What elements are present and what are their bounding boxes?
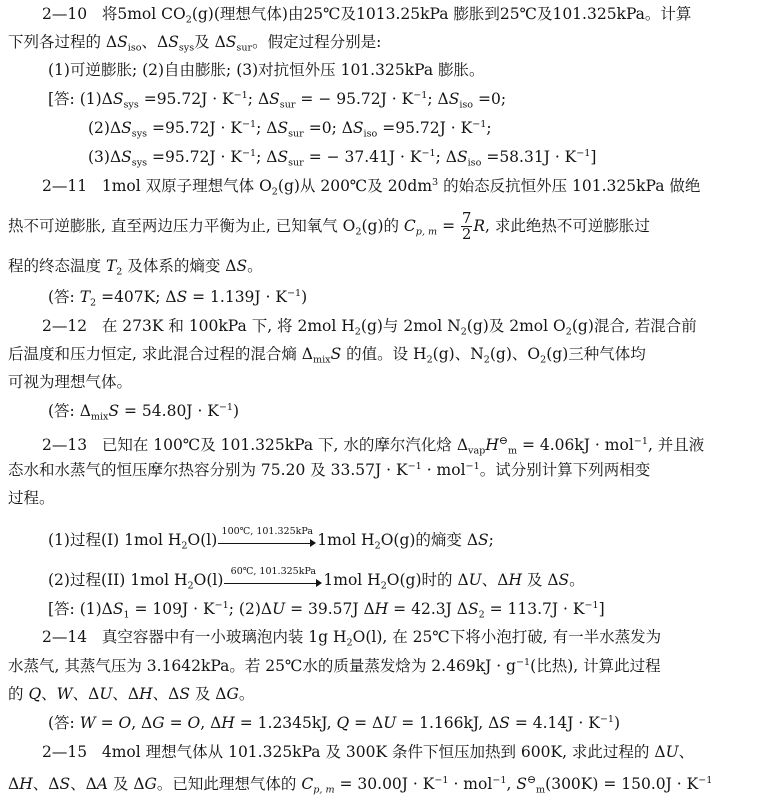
problem-2-15-line-1: 2—15 4mol 理想气体从 101.325kPa 及 300K 条件下恒压加热到 600K, 求此过程的 ΔU、 — [42, 743, 695, 761]
problem-2-14-answer: (答: W = O, ΔG = O, ΔH = 1.2345kJ, Q = ΔU = 1.166kJ, $\Delta S = 4.14J \cdot K^{-1}$) — [48, 714, 621, 732]
standard-state-icon: ⊖ — [526, 773, 537, 786]
problem-2-11-line-1: 2—11 1mol 双原子理想气体 $O_2(g)$从 200℃及 $20dm^3$ 的始态反抗恒外压 101.325kPa 做绝 — [42, 177, 701, 198]
problem-2-10-answer-1: [答: $(1)\Delta S_{sys} =95.72J \cdot K^{-1}$; $\Delta S_{sur}$ = − $95.72J \cdot K^{-1}$; $\Delta S_{iso} =0$; — [48, 90, 507, 111]
problem-2-10-answer-3: $(3)\Delta S_{sys} =95.72J \cdot K^{-1}$; $\Delta S_{sur}$ = − $37.41J \cdot K^{-1}$; $\Delta S_{iso} =58.31J \cdot K^{-1}$] — [88, 148, 597, 169]
problem-2-12-answer: (答: $\Delta_{mix}S = 54.80J \cdot K^{-1}$) — [48, 402, 240, 423]
fraction-seven-halves: $\frac{7}{2}$ — [461, 210, 472, 244]
problem-2-11-line-2: 热不可逆膨胀, 直至两边压力平衡为止, 已知氧气 $O_2(g)$的 $C_{p, m}$ = $\frac{7}{2}$ R, 求此绝热不可逆膨胀过 — [8, 210, 650, 244]
problem-2-13-line-2: 态水和水蒸气的恒压摩尔热容分别为 75.20 及 $33.57J \cdot K^{-1} \cdot mol^{-1}$。试分别计算下列两相变 — [8, 461, 651, 479]
problem-2-11-line-3: 程的终态温度 $T_2$ 及体系的熵变 ΔS。 — [8, 257, 263, 278]
reaction-arrow-icon: 100℃, 101.325kPa — [218, 532, 316, 550]
standard-state-icon: ⊖ — [498, 434, 508, 447]
problem-2-12-line-1: 2—12 在 273K 和 100kPa 下, 将 2mol $H_2(g)$与 2mol $N_2(g)$及 2mol $O_2(g)$混合, 若混合前 — [42, 317, 697, 338]
problem-2-10-answer-2: $(2)\Delta S_{sys} =95.72J \cdot K^{-1}$; $\Delta S_{sur} =0$; $\Delta S_{iso} =95.72J \cdot K^{-1}$; — [88, 119, 492, 140]
problem-2-15-line-2: ΔH、ΔS、ΔA 及 ΔG。已知此理想气体的 $C_{p, m} = 30.00J \cdot K^{-1} \cdot mol^{-1}$, $S^⊖_m(300K) = 150.0J \cdot K^{-1}$ — [8, 773, 713, 796]
problem-2-12-line-3: 可视为理想气体。 — [8, 373, 133, 391]
problem-2-14-line-2: 水蒸气, 其蒸气压为 3.1642kPa。若 25℃水的质量蒸发焓为 $2.469kJ \cdot g^{-1}$(比热), 计算此过程 — [8, 657, 661, 675]
problem-2-10-line-3: (1)可逆膨胀; (2)自由膨胀; (3)对抗恒外压 101.325kPa 膨胀。 — [48, 61, 485, 79]
problem-2-11-answer: (答: $T_2 =407K$; $\Delta S = 1.139J \cdot K^{-1}$) — [48, 288, 308, 309]
problem-2-13-line-1: 2—13 已知在 100℃及 101.325kPa 下, 水的摩尔汽化焓 $\Delta_{vap}H^⊖_m = 4.06kJ \cdot mol^{-1}$, 并且液 — [42, 434, 705, 457]
problem-number: 2—12 — [42, 317, 88, 335]
problem-2-10-line-1: 2—10 将5mol $CO_2(g)$(理想气体)由25℃及1013.25kPa 膨胀到25℃及101.325kPa。计算 — [42, 5, 692, 26]
problem-2-13-subpart-1: (1)过程(I) 1mol $H_2O(l)$ 100℃, 101.325kPa 1mol $H_2O(g)$的熵变 ΔS; — [48, 526, 494, 552]
problem-2-10-line-2: 下列各过程的 $\Delta S_{iso}$、$\Delta S_{sys}$及 $\Delta S_{sur}$。假定过程分别是: — [8, 33, 382, 54]
problem-2-14-line-3: 的 Q、W、ΔU、ΔH、ΔS 及 ΔG。 — [8, 685, 255, 703]
problem-2-14-line-1: 2—14 真空容器中有一小玻璃泡内装 1g $H_2O(l)$, 在 25℃下将小泡打破, 有一半水蒸发为 — [42, 628, 662, 649]
problem-number: 2—14 — [42, 628, 88, 646]
problem-2-13-answer: [答: $(1)\Delta S_1 = 109J \cdot K^{-1}$; (2)ΔU = 39.57J ΔH = 42.3J $\Delta S_2 = 113.7J \cdot K^{-1}$] — [48, 600, 605, 621]
problem-number: 2—11 — [42, 177, 88, 195]
reaction-arrow-icon: 60℃, 101.325kPa — [224, 572, 322, 590]
problem-number: 2—13 — [42, 435, 88, 454]
problem-2-13-subpart-2: (2)过程(II) 1mol $H_2O(l)$ 60℃, 101.325kPa 1mol $H_2O(g)$时的 ΔU、ΔH 及 ΔS。 — [48, 566, 585, 592]
problem-2-13-line-3: 过程。 — [8, 489, 55, 507]
problem-2-12-line-2: 后温度和压力恒定, 求此混合过程的混合熵 $\Delta_{mix}S$ 的值。设 $H_2(g)$、$N_2(g)$、$O_2(g)$三种气体均 — [8, 345, 646, 366]
problem-number: 2—10 — [42, 5, 88, 23]
problem-number: 2—15 — [42, 743, 88, 761]
